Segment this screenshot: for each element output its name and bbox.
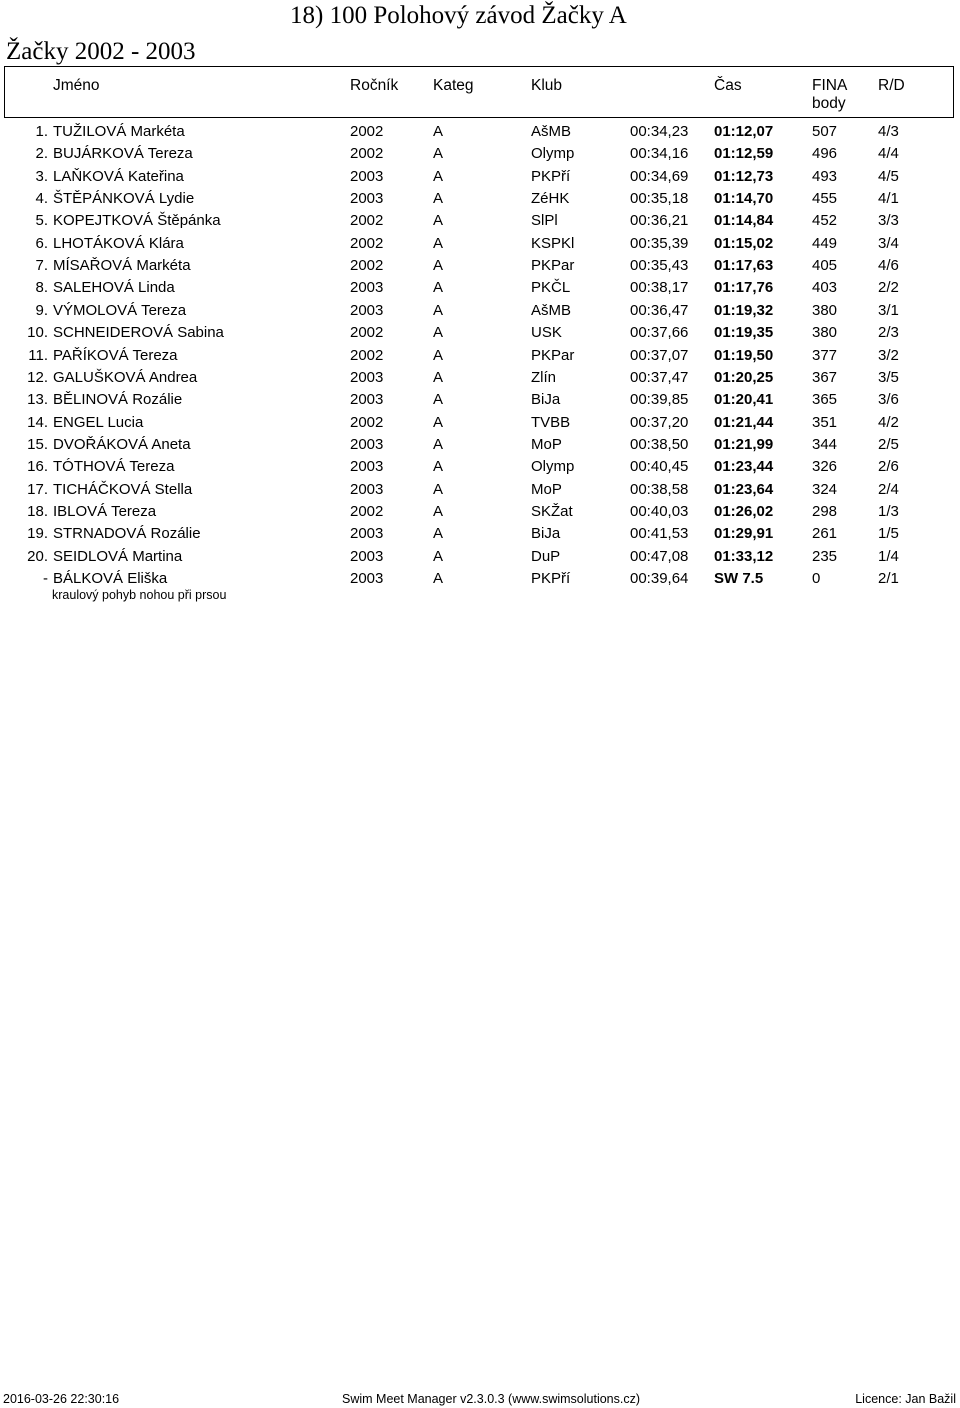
result-split: 00:35,39 bbox=[630, 234, 689, 252]
result-club: Olymp bbox=[531, 458, 575, 476]
result-category: A bbox=[433, 480, 444, 498]
result-split: 00:35,43 bbox=[630, 257, 689, 275]
result-category: A bbox=[433, 301, 444, 319]
table-row bbox=[0, 568, 960, 590]
result-club: PKČL bbox=[531, 279, 571, 297]
result-year: 2002 bbox=[350, 502, 384, 520]
result-points: 298 bbox=[812, 502, 838, 520]
result-club: ZéHK bbox=[531, 190, 570, 208]
result-name: SALEHOVÁ Linda bbox=[53, 279, 175, 297]
result-rank: 12. bbox=[27, 368, 48, 386]
result-heat-lane: 4/4 bbox=[878, 145, 899, 163]
footer-timestamp: 2016-03-26 22:30:16 bbox=[3, 1392, 120, 1406]
result-year: 2002 bbox=[350, 257, 384, 275]
result-name: MÍSAŘOVÁ Markéta bbox=[53, 257, 191, 275]
result-category: A bbox=[433, 190, 444, 208]
result-rank: 4. bbox=[35, 190, 48, 208]
result-category: A bbox=[433, 167, 444, 185]
result-year: 2003 bbox=[350, 570, 384, 587]
table-row bbox=[0, 233, 960, 255]
result-time: 01:12,73 bbox=[714, 167, 774, 185]
result-time: 01:17,76 bbox=[714, 279, 774, 297]
result-points: 380 bbox=[812, 324, 838, 342]
table-row bbox=[0, 322, 960, 344]
result-category: A bbox=[433, 212, 444, 230]
result-heat-lane: 4/2 bbox=[878, 413, 899, 431]
result-heat-lane: 2/3 bbox=[878, 324, 899, 342]
result-club: MoP bbox=[531, 435, 562, 453]
result-year: 2003 bbox=[350, 458, 384, 476]
result-category: A bbox=[433, 458, 444, 476]
result-category: A bbox=[433, 413, 444, 431]
result-name: BUJÁRKOVÁ Tereza bbox=[53, 145, 193, 163]
result-heat-lane: 4/6 bbox=[878, 257, 899, 275]
result-heat-lane: 3/6 bbox=[878, 391, 899, 409]
result-time: 01:12,59 bbox=[714, 145, 774, 163]
result-points: 496 bbox=[812, 145, 838, 163]
result-points: 235 bbox=[812, 547, 838, 565]
result-split: 00:34,23 bbox=[630, 123, 689, 140]
result-year: 2003 bbox=[350, 435, 384, 453]
table-row bbox=[0, 210, 960, 232]
result-time: 01:23,44 bbox=[714, 458, 774, 476]
result-year: 2002 bbox=[350, 413, 384, 431]
result-year: 2003 bbox=[350, 391, 384, 409]
category-title: Žačky 2002 - 2003 bbox=[6, 38, 196, 65]
result-rank: 19. bbox=[27, 525, 48, 543]
result-club: PKPří bbox=[531, 570, 571, 587]
result-club: AšMB bbox=[531, 301, 572, 319]
result-time: 01:33,12 bbox=[714, 547, 774, 565]
result-points: 365 bbox=[812, 391, 838, 409]
result-heat-lane: 2/2 bbox=[878, 279, 899, 297]
result-year: 2003 bbox=[350, 190, 384, 208]
result-category: A bbox=[433, 525, 444, 543]
result-club: PKPar bbox=[531, 257, 575, 275]
result-name: ENGEL Lucia bbox=[53, 413, 144, 431]
footer-licence: Licence: Jan Bažil bbox=[855, 1392, 956, 1406]
result-rank: 5. bbox=[35, 212, 48, 230]
result-split: 00:37,07 bbox=[630, 346, 689, 364]
table-row bbox=[0, 166, 960, 188]
header-time: Čas bbox=[714, 77, 742, 94]
result-rank: 16. bbox=[27, 458, 48, 476]
result-heat-lane: 1/3 bbox=[878, 502, 899, 520]
result-time: 01:20,25 bbox=[714, 368, 774, 386]
table-row bbox=[0, 546, 960, 568]
result-time: 01:26,02 bbox=[714, 502, 774, 520]
result-club: TVBB bbox=[531, 413, 571, 431]
result-rank: 10. bbox=[27, 324, 48, 342]
result-category: A bbox=[433, 570, 444, 587]
result-club: DuP bbox=[531, 547, 561, 565]
result-rank: 13. bbox=[27, 391, 48, 409]
result-heat-lane: 2/5 bbox=[878, 435, 899, 453]
result-time: 01:17,63 bbox=[714, 257, 774, 275]
table-row bbox=[0, 121, 960, 143]
result-rank: 14. bbox=[27, 413, 48, 431]
result-time: 01:21,44 bbox=[714, 413, 774, 431]
result-name: VÝMOLOVÁ Tereza bbox=[53, 301, 187, 319]
result-name: KOPEJTKOVÁ Štěpánka bbox=[53, 212, 221, 230]
header-club: Klub bbox=[531, 77, 563, 94]
result-club: Olymp bbox=[531, 145, 575, 163]
result-heat-lane: 4/1 bbox=[878, 190, 899, 208]
result-split: 00:38,58 bbox=[630, 480, 689, 498]
table-row bbox=[0, 479, 960, 501]
result-year: 2003 bbox=[350, 368, 384, 386]
result-name: BĚLINOVÁ Rozálie bbox=[53, 391, 183, 409]
result-club: PKPar bbox=[531, 346, 575, 364]
result-time: 01:29,91 bbox=[714, 525, 774, 543]
header-category: Kateg bbox=[433, 77, 474, 94]
result-points: 344 bbox=[812, 435, 838, 453]
table-row bbox=[0, 434, 960, 456]
result-club: SKŽat bbox=[531, 502, 573, 520]
result-split: 00:40,03 bbox=[630, 502, 689, 520]
table-row bbox=[0, 501, 960, 523]
result-category: A bbox=[433, 368, 444, 386]
result-split: 00:41,53 bbox=[630, 525, 689, 543]
result-time: 01:21,99 bbox=[714, 435, 774, 453]
result-category: A bbox=[433, 502, 444, 520]
result-rank: 3. bbox=[35, 167, 48, 185]
result-category: A bbox=[433, 324, 444, 342]
result-club: BiJa bbox=[531, 391, 561, 409]
result-points: 261 bbox=[812, 525, 838, 543]
result-rank: 15. bbox=[27, 435, 48, 453]
result-rank: 17. bbox=[27, 480, 48, 498]
result-name: SCHNEIDEROVÁ Sabina bbox=[53, 324, 224, 342]
result-club: KSPKl bbox=[531, 234, 575, 252]
result-year: 2003 bbox=[350, 480, 384, 498]
result-rank: 20. bbox=[27, 547, 48, 565]
result-heat-lane: 1/5 bbox=[878, 525, 899, 543]
result-time: 01:19,32 bbox=[714, 301, 774, 319]
result-name: ŠTĚPÁNKOVÁ Lydie bbox=[53, 190, 195, 208]
event-title: 18) 100 Polohový závod Žačky A bbox=[290, 2, 627, 29]
result-points: 351 bbox=[812, 413, 838, 431]
result-split: 00:37,47 bbox=[630, 368, 689, 386]
result-year: 2002 bbox=[350, 145, 384, 163]
result-name: TICHÁČKOVÁ Stella bbox=[53, 480, 193, 498]
result-year: 2002 bbox=[350, 346, 384, 364]
result-category: A bbox=[433, 145, 444, 163]
result-year: 2003 bbox=[350, 167, 384, 185]
table-row bbox=[0, 143, 960, 165]
result-heat-lane: 2/6 bbox=[878, 458, 899, 476]
result-name: TUŽILOVÁ Markéta bbox=[53, 123, 185, 140]
header-year: Ročník bbox=[350, 77, 399, 94]
result-time: 01:19,50 bbox=[714, 346, 774, 364]
result-points: 507 bbox=[812, 123, 838, 140]
result-time: 01:14,84 bbox=[714, 212, 774, 230]
result-category: A bbox=[433, 123, 444, 140]
result-points: 452 bbox=[812, 212, 838, 230]
result-points: 493 bbox=[812, 167, 838, 185]
header-name: Jméno bbox=[53, 77, 100, 94]
result-time: 01:20,41 bbox=[714, 391, 774, 409]
result-heat-lane: 3/2 bbox=[878, 346, 899, 364]
result-points: 0 bbox=[812, 570, 821, 587]
result-rank: - bbox=[43, 570, 48, 587]
result-points: 403 bbox=[812, 279, 838, 297]
result-year: 2003 bbox=[350, 301, 384, 319]
table-row bbox=[0, 277, 960, 299]
result-rank: 8. bbox=[35, 279, 48, 297]
result-split: 00:37,66 bbox=[630, 324, 689, 342]
result-club: SlPl bbox=[531, 212, 558, 230]
result-split: 00:38,17 bbox=[630, 279, 689, 297]
result-rank: 2. bbox=[35, 145, 48, 163]
result-points: 367 bbox=[812, 368, 838, 386]
result-split: 00:38,50 bbox=[630, 435, 689, 453]
table-row bbox=[0, 456, 960, 478]
result-year: 2002 bbox=[350, 234, 384, 252]
result-name: LAŇKOVÁ Kateřina bbox=[53, 167, 184, 185]
result-time: SW 7.5 bbox=[714, 570, 764, 587]
result-year: 2003 bbox=[350, 525, 384, 543]
result-heat-lane: 3/1 bbox=[878, 301, 899, 319]
result-points: 377 bbox=[812, 346, 838, 364]
result-name: TÓTHOVÁ Tereza bbox=[53, 458, 175, 476]
result-category: A bbox=[433, 391, 444, 409]
result-points: 380 bbox=[812, 301, 838, 319]
result-split: 00:36,47 bbox=[630, 301, 689, 319]
result-heat-lane: 2/1 bbox=[878, 570, 899, 587]
result-category: A bbox=[433, 279, 444, 297]
result-rank: 6. bbox=[35, 234, 48, 252]
result-rank: 1. bbox=[35, 123, 48, 140]
result-year: 2002 bbox=[350, 212, 384, 230]
result-heat-lane: 4/3 bbox=[878, 123, 899, 140]
result-time: 01:14,70 bbox=[714, 190, 774, 208]
result-club: Zlín bbox=[531, 368, 557, 386]
result-year: 2003 bbox=[350, 547, 384, 565]
result-rank: 9. bbox=[35, 301, 48, 319]
table-header bbox=[4, 66, 954, 118]
result-year: 2002 bbox=[350, 123, 384, 140]
table-row bbox=[0, 300, 960, 322]
result-time: 01:12,07 bbox=[714, 123, 774, 140]
result-heat-lane: 3/4 bbox=[878, 234, 899, 252]
result-points: 449 bbox=[812, 234, 838, 252]
result-points: 455 bbox=[812, 190, 838, 208]
result-name: SEIDLOVÁ Martina bbox=[53, 547, 183, 565]
header-rd: R/D bbox=[878, 77, 905, 94]
result-category: A bbox=[433, 346, 444, 364]
result-category: A bbox=[433, 547, 444, 565]
result-name: STRNADOVÁ Rozálie bbox=[53, 525, 201, 543]
table-row bbox=[0, 389, 960, 411]
result-name: BÁLKOVÁ Eliška bbox=[53, 570, 168, 587]
result-name: LHOTÁKOVÁ Klára bbox=[53, 234, 184, 252]
result-rank: 11. bbox=[28, 346, 48, 364]
result-club: USK bbox=[531, 324, 562, 342]
result-year: 2003 bbox=[350, 279, 384, 297]
result-split: 00:34,16 bbox=[630, 145, 689, 163]
result-heat-lane: 3/5 bbox=[878, 368, 899, 386]
result-name: IBLOVÁ Tereza bbox=[53, 502, 157, 520]
result-split: 00:39,64 bbox=[630, 570, 689, 587]
result-time: 01:23,64 bbox=[714, 480, 774, 498]
result-club: BiJa bbox=[531, 525, 561, 543]
table-row bbox=[0, 255, 960, 277]
result-club: AšMB bbox=[531, 123, 572, 140]
result-split: 00:40,45 bbox=[630, 458, 689, 476]
result-rank: 7. bbox=[35, 257, 48, 275]
result-heat-lane: 3/3 bbox=[878, 212, 899, 230]
result-year: 2002 bbox=[350, 324, 384, 342]
result-name: DVOŘÁKOVÁ Aneta bbox=[53, 435, 191, 453]
dq-note: kraulový pohyb nohou při prsou bbox=[52, 588, 227, 602]
header-fina-body: body bbox=[812, 95, 846, 112]
result-club: MoP bbox=[531, 480, 562, 498]
table-row bbox=[0, 412, 960, 434]
result-heat-lane: 2/4 bbox=[878, 480, 899, 498]
result-heat-lane: 1/4 bbox=[878, 547, 899, 565]
result-split: 00:36,21 bbox=[630, 212, 689, 230]
result-points: 324 bbox=[812, 480, 838, 498]
footer-software: Swim Meet Manager v2.3.0.3 (www.swimsolutions.cz) bbox=[342, 1392, 641, 1406]
result-name: GALUŠKOVÁ Andrea bbox=[53, 368, 198, 386]
result-time: 01:19,35 bbox=[714, 324, 774, 342]
result-split: 00:39,85 bbox=[630, 391, 689, 409]
result-split: 00:37,20 bbox=[630, 413, 689, 431]
result-points: 326 bbox=[812, 458, 838, 476]
result-category: A bbox=[433, 435, 444, 453]
result-heat-lane: 4/5 bbox=[878, 167, 899, 185]
result-time: 01:15,02 bbox=[714, 234, 774, 252]
table-row bbox=[0, 188, 960, 210]
result-name: PAŘÍKOVÁ Tereza bbox=[53, 346, 178, 364]
result-split: 00:47,08 bbox=[630, 547, 689, 565]
result-split: 00:34,69 bbox=[630, 167, 689, 185]
table-row bbox=[0, 367, 960, 389]
table-row bbox=[0, 523, 960, 545]
result-points: 405 bbox=[812, 257, 838, 275]
result-split: 00:35,18 bbox=[630, 190, 689, 208]
result-rank: 18. bbox=[27, 502, 48, 520]
result-club: PKPří bbox=[531, 167, 571, 185]
header-fina: FINA bbox=[812, 77, 848, 94]
table-row bbox=[0, 345, 960, 367]
result-category: A bbox=[433, 257, 444, 275]
result-category: A bbox=[433, 234, 444, 252]
